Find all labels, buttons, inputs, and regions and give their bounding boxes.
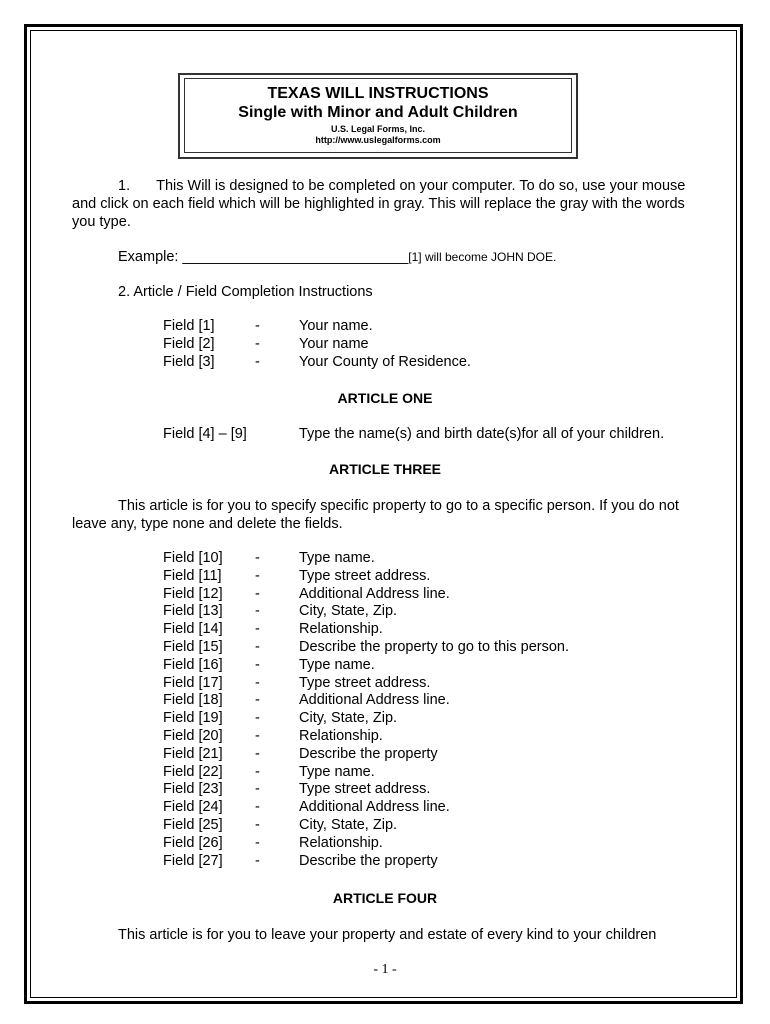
field-dash: - [255, 585, 260, 602]
field-dash: - [255, 335, 260, 352]
field-description: Describe the property [299, 852, 438, 869]
field-description: Relationship. [299, 621, 383, 638]
field-row [163, 781, 569, 799]
field-description: Type street address. [299, 674, 431, 691]
article-one-field-desc: Type the name(s) and birth date(s)for all of your children. [299, 426, 665, 442]
field-label: Field [27] [163, 852, 223, 869]
field-description: Additional Address line. [299, 585, 450, 602]
document-subtitle: Single with Minor and Adult Children [238, 104, 518, 121]
field-label: Field [15] [163, 638, 223, 655]
field-row [163, 586, 569, 604]
field-dash: - [255, 692, 260, 709]
field-row [163, 336, 471, 354]
field-description: Describe the property [299, 745, 438, 762]
field-description: Type name. [299, 656, 375, 673]
field-dash: - [255, 763, 260, 780]
field-description: Type street address. [299, 567, 431, 584]
field-description: Your County of Residence. [299, 353, 471, 370]
field-description: City, State, Zip. [299, 816, 398, 833]
field-row [163, 746, 569, 764]
field-dash: - [255, 710, 260, 727]
field-dash: - [255, 799, 260, 816]
article-three-heading: ARTICLE THREE [329, 461, 441, 477]
field-label: Field [3] [163, 353, 215, 370]
field-label: Field [17] [163, 674, 223, 691]
field-row [163, 639, 569, 657]
field-description: Type name. [299, 550, 375, 566]
field-label: Field [18] [163, 692, 223, 709]
field-dash: - [255, 621, 260, 638]
field-dash: - [255, 318, 260, 334]
field-row [163, 692, 569, 710]
article-three-paragraph [72, 497, 702, 533]
field-label: Field [12] [163, 585, 223, 602]
field-description: Relationship. [299, 834, 383, 851]
field-row [163, 764, 569, 782]
article-one-field-label: Field [4] – [9] [163, 426, 247, 442]
field-row [163, 621, 569, 639]
field-label: Field [23] [163, 781, 223, 798]
article-three-text: This article is for you to specify specific property to go to a specific person. If you do not leave any, type none and delete the fields. [72, 498, 679, 532]
field-row [163, 568, 569, 586]
field-dash: - [255, 638, 260, 655]
section-2-title: 2. Article / Field Completion Instructions [118, 284, 373, 300]
intro-number: 1. [118, 178, 131, 194]
article-one-field-row [163, 426, 664, 442]
field-dash: - [255, 727, 260, 744]
field-dash: - [255, 550, 260, 566]
field-dash: - [255, 781, 260, 798]
field-dash: - [255, 834, 260, 851]
field-dash: - [255, 353, 260, 370]
field-list-intro [163, 318, 471, 371]
field-label: Field [26] [163, 834, 223, 851]
example-label: Example: [118, 249, 183, 265]
field-label: Field [20] [163, 727, 223, 744]
field-dash: - [255, 603, 260, 620]
field-label: Field [25] [163, 816, 223, 833]
field-dash: - [255, 816, 260, 833]
article-four-paragraph: This article is for you to leave your property and estate of every kind to your children [118, 927, 657, 943]
field-label: Field [14] [163, 621, 223, 638]
field-row [163, 728, 569, 746]
field-dash: - [255, 656, 260, 673]
document-title: TEXAS WILL INSTRUCTIONS [267, 85, 489, 102]
example-line [118, 248, 556, 266]
example-field-ref: [1] will become JOHN DOE. [408, 250, 557, 264]
field-row [163, 603, 569, 621]
intro-text: This Will is designed to be completed on your computer. To do so, use your mouse and click on each field which will be highlighted in gray. This will replace the gray with the words you type. [72, 178, 686, 230]
field-row [163, 710, 569, 728]
company-name: U.S. Legal Forms, Inc. [330, 124, 426, 134]
field-label: Field [2] [163, 335, 215, 352]
field-description: City, State, Zip. [299, 710, 398, 727]
field-row [163, 550, 569, 568]
field-dash: - [255, 852, 260, 869]
field-label: Field [10] [163, 550, 223, 566]
field-row [163, 318, 471, 336]
field-row [163, 675, 569, 693]
field-label: Field [16] [163, 656, 223, 673]
field-label: Field [19] [163, 710, 223, 727]
intro-paragraph [72, 177, 702, 231]
field-label: Field [11] [163, 567, 222, 584]
example-blank: ____________________________ [182, 249, 409, 265]
field-row [163, 835, 569, 853]
field-label: Field [22] [163, 763, 223, 780]
title-box [184, 78, 572, 153]
page-number: - 1 - [373, 962, 397, 977]
article-four-heading: ARTICLE FOUR [332, 890, 438, 906]
field-description: City, State, Zip. [299, 603, 398, 620]
field-label: Field [21] [163, 745, 223, 762]
field-row [163, 354, 471, 372]
field-label: Field [13] [163, 603, 223, 620]
field-description: Additional Address line. [299, 799, 450, 816]
article-one-heading: ARTICLE ONE [337, 390, 433, 406]
field-list-article-three [163, 550, 569, 870]
field-description: Describe the property to go to this person. [299, 638, 570, 655]
company-url[interactable]: http://www.uslegalforms.com [315, 135, 441, 145]
field-description: Additional Address line. [299, 692, 450, 709]
field-dash: - [255, 567, 260, 584]
field-description: Your name [299, 335, 369, 352]
field-description: Type name. [299, 763, 375, 780]
field-row [163, 657, 569, 675]
field-dash: - [255, 745, 260, 762]
field-label: Field [24] [163, 799, 223, 816]
field-row [163, 853, 569, 871]
field-description: Your name. [299, 318, 373, 334]
field-row [163, 817, 569, 835]
field-description: Relationship. [299, 727, 383, 744]
field-label: Field [1] [163, 318, 215, 334]
field-row [163, 799, 569, 817]
field-description: Type street address. [299, 781, 431, 798]
field-dash: - [255, 674, 260, 691]
